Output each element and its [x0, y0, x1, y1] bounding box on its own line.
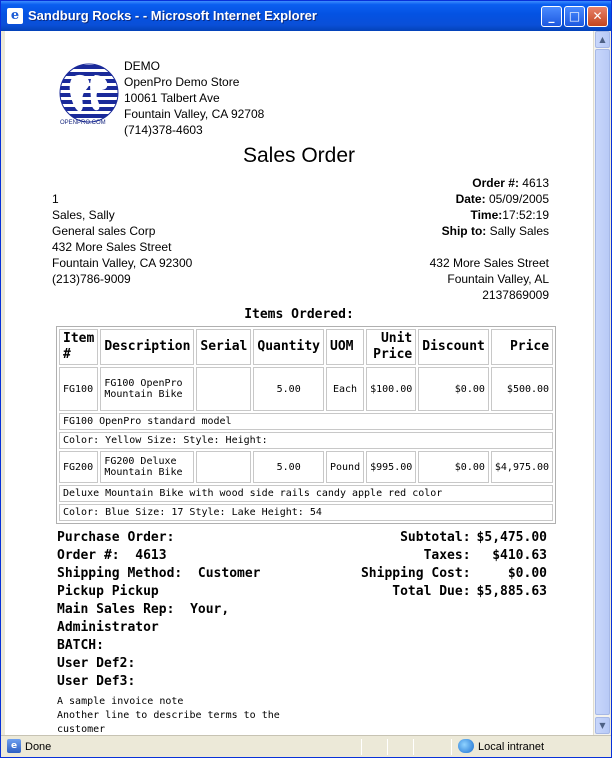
sales-rep-label: Main Sales Rep: — [57, 602, 175, 617]
status-divider — [361, 739, 362, 755]
order-time: 17:52:19 — [502, 208, 549, 222]
sales-rep-value: Your, Administrator — [57, 602, 230, 635]
table-row-note — [59, 413, 553, 430]
ship-to-city: Fountain Valley, AL — [447, 272, 549, 286]
batch-label: BATCH: — [57, 638, 104, 653]
table-row-note — [59, 485, 553, 502]
header-uom: UOM — [326, 329, 364, 365]
taxes-value: $410.63 — [492, 548, 547, 563]
item-code: FG200 — [59, 451, 98, 483]
local-intranet-icon — [458, 739, 474, 753]
header-serial: Serial — [196, 329, 251, 365]
subtotal-row — [355, 529, 547, 547]
item-quantity: 5.00 — [253, 451, 324, 483]
table-row — [59, 367, 553, 411]
shipping-cost-row — [355, 565, 547, 583]
page-title: Sales Order — [242, 144, 356, 167]
ship-to-street: 432 More Sales Street — [429, 256, 549, 270]
summary-order-line — [57, 547, 289, 565]
order-number: 4613 — [522, 176, 549, 190]
table-row-attributes — [59, 504, 553, 521]
close-button[interactable]: ✕ — [587, 6, 608, 27]
item-quantity: 5.00 — [253, 367, 324, 411]
purchase-order-label: Purchase Order: — [57, 530, 175, 545]
total-due-value: $5,885.63 — [476, 584, 547, 599]
order-number-label: Order #: — [472, 176, 519, 190]
order-date-line — [442, 191, 549, 207]
item-unit-price: $995.00 — [366, 451, 416, 483]
vertical-scrollbar[interactable] — [593, 31, 610, 735]
order-meta — [442, 175, 549, 239]
totals-table — [355, 529, 547, 601]
minimize-button[interactable]: _ — [541, 6, 562, 27]
store-city: Fountain Valley, CA 92708 — [124, 107, 265, 121]
status-divider — [413, 739, 414, 755]
item-unit-price: $100.00 — [366, 367, 416, 411]
shipping-method-line — [57, 565, 289, 601]
order-summary — [57, 529, 289, 691]
item-serial — [196, 367, 251, 411]
item-price: $4,975.00 — [491, 451, 553, 483]
item-attributes: Color: Blue Size: 17 Style: Lake Height: 54 — [59, 504, 553, 521]
item-uom: Pound — [326, 451, 364, 483]
user-def3-label: User Def3: — [57, 674, 136, 689]
store-code: DEMO — [124, 59, 160, 73]
header-unit-price: Unit Price — [366, 329, 416, 365]
order-time-line — [442, 207, 549, 223]
item-discount: $0.00 — [418, 367, 489, 411]
ie-icon: e — [7, 8, 23, 24]
item-long-description: Deluxe Mountain Bike with wood side rails candy apple red color — [59, 485, 553, 502]
ship-to-line — [442, 223, 549, 239]
maximize-button[interactable]: □ — [564, 6, 585, 27]
ship-to-name: Sally Sales — [489, 224, 549, 238]
bill-to-address — [52, 191, 192, 287]
ship-to-label: Ship to: — [441, 224, 487, 238]
total-due-row — [355, 583, 547, 601]
store-phone: (714)378-4603 — [124, 123, 203, 137]
ship-to-address — [430, 255, 549, 303]
customer-company: General sales Corp — [52, 224, 156, 238]
table-row-attributes — [59, 432, 553, 449]
status-text: Done — [25, 741, 52, 753]
item-price: $500.00 — [491, 367, 553, 411]
order-date-label: Date: — [455, 192, 486, 206]
status-bar — [1, 735, 611, 757]
note-line: A sample invoice note — [57, 696, 184, 707]
order-time-label: Time: — [470, 208, 503, 222]
logo-caption: OPENPRO.COM — [60, 120, 106, 126]
header-price: Price — [491, 329, 553, 365]
sales-rep-line — [57, 601, 247, 637]
status-divider — [387, 739, 388, 755]
summary-order-number: 4613 — [135, 548, 167, 563]
page-content — [5, 31, 593, 735]
item-code: FG100 — [59, 367, 98, 411]
shipping-method-value: Customer Pickup Pickup — [57, 566, 261, 599]
security-zone: Local intranet — [478, 741, 545, 753]
store-address — [124, 58, 264, 138]
header-description: Description — [100, 329, 194, 365]
invoice-note — [57, 695, 280, 735]
items-title: Items Ordered: — [244, 307, 354, 322]
customer-street: 432 More Sales Street — [52, 240, 172, 254]
table-row — [59, 451, 553, 483]
order-date: 05/09/2005 — [488, 192, 549, 206]
summary-order-label: Order #: — [57, 548, 120, 563]
shipping-method-label: Shipping Method: — [57, 566, 183, 581]
customer-city: Fountain Valley, CA 92300 — [52, 256, 193, 270]
user-def2-label: User Def2: — [57, 656, 136, 671]
store-name: OpenPro Demo Store — [124, 75, 240, 89]
note-line: customer — [57, 724, 106, 735]
customer-phone: (213)786-9009 — [52, 272, 131, 286]
customer-id: 1 — [52, 192, 59, 206]
scroll-down-arrow-icon[interactable]: ▼ — [595, 717, 610, 734]
note-line: Another line to describe terms to the — [57, 710, 280, 721]
taxes-row — [355, 547, 547, 565]
item-discount: $0.00 — [418, 451, 489, 483]
header-discount: Discount — [418, 329, 489, 365]
item-description: FG100 OpenPro Mountain Bike — [100, 367, 194, 411]
total-due-label: Total Due: — [392, 584, 471, 599]
order-number-line — [442, 175, 549, 191]
customer-name: Sales, Sally — [52, 208, 115, 222]
scroll-up-arrow-icon[interactable]: ▲ — [595, 31, 610, 48]
openpro-logo — [59, 63, 119, 123]
header-quantity: Quantity — [253, 329, 324, 365]
item-uom: Each — [326, 367, 364, 411]
header-item: Item # — [59, 329, 98, 365]
subtotal-value: $5,475.00 — [476, 530, 547, 545]
title-bar[interactable] — [1, 1, 611, 31]
scroll-thumb[interactable] — [595, 49, 610, 715]
table-header-row — [59, 329, 553, 365]
item-attributes: Color: Yellow Size: Style: Height: — [59, 432, 553, 449]
window-title: Sandburg Rocks - - Microsoft Internet Explorer — [28, 8, 317, 23]
page-done-icon: e — [7, 739, 21, 753]
subtotal-label: Subtotal: — [400, 530, 471, 545]
item-description: FG200 Deluxe Mountain Bike — [100, 451, 194, 483]
item-serial — [196, 451, 251, 483]
shipping-cost-value: $0.00 — [507, 566, 547, 581]
shipping-cost-label: Shipping Cost: — [360, 566, 471, 581]
ship-to-phone: 2137869009 — [482, 288, 549, 302]
status-divider — [451, 739, 452, 755]
taxes-label: Taxes: — [423, 548, 471, 563]
item-long-description: FG100 OpenPro standard model — [59, 413, 553, 430]
store-street: 10061 Talbert Ave — [124, 91, 220, 105]
items-table — [56, 326, 556, 524]
